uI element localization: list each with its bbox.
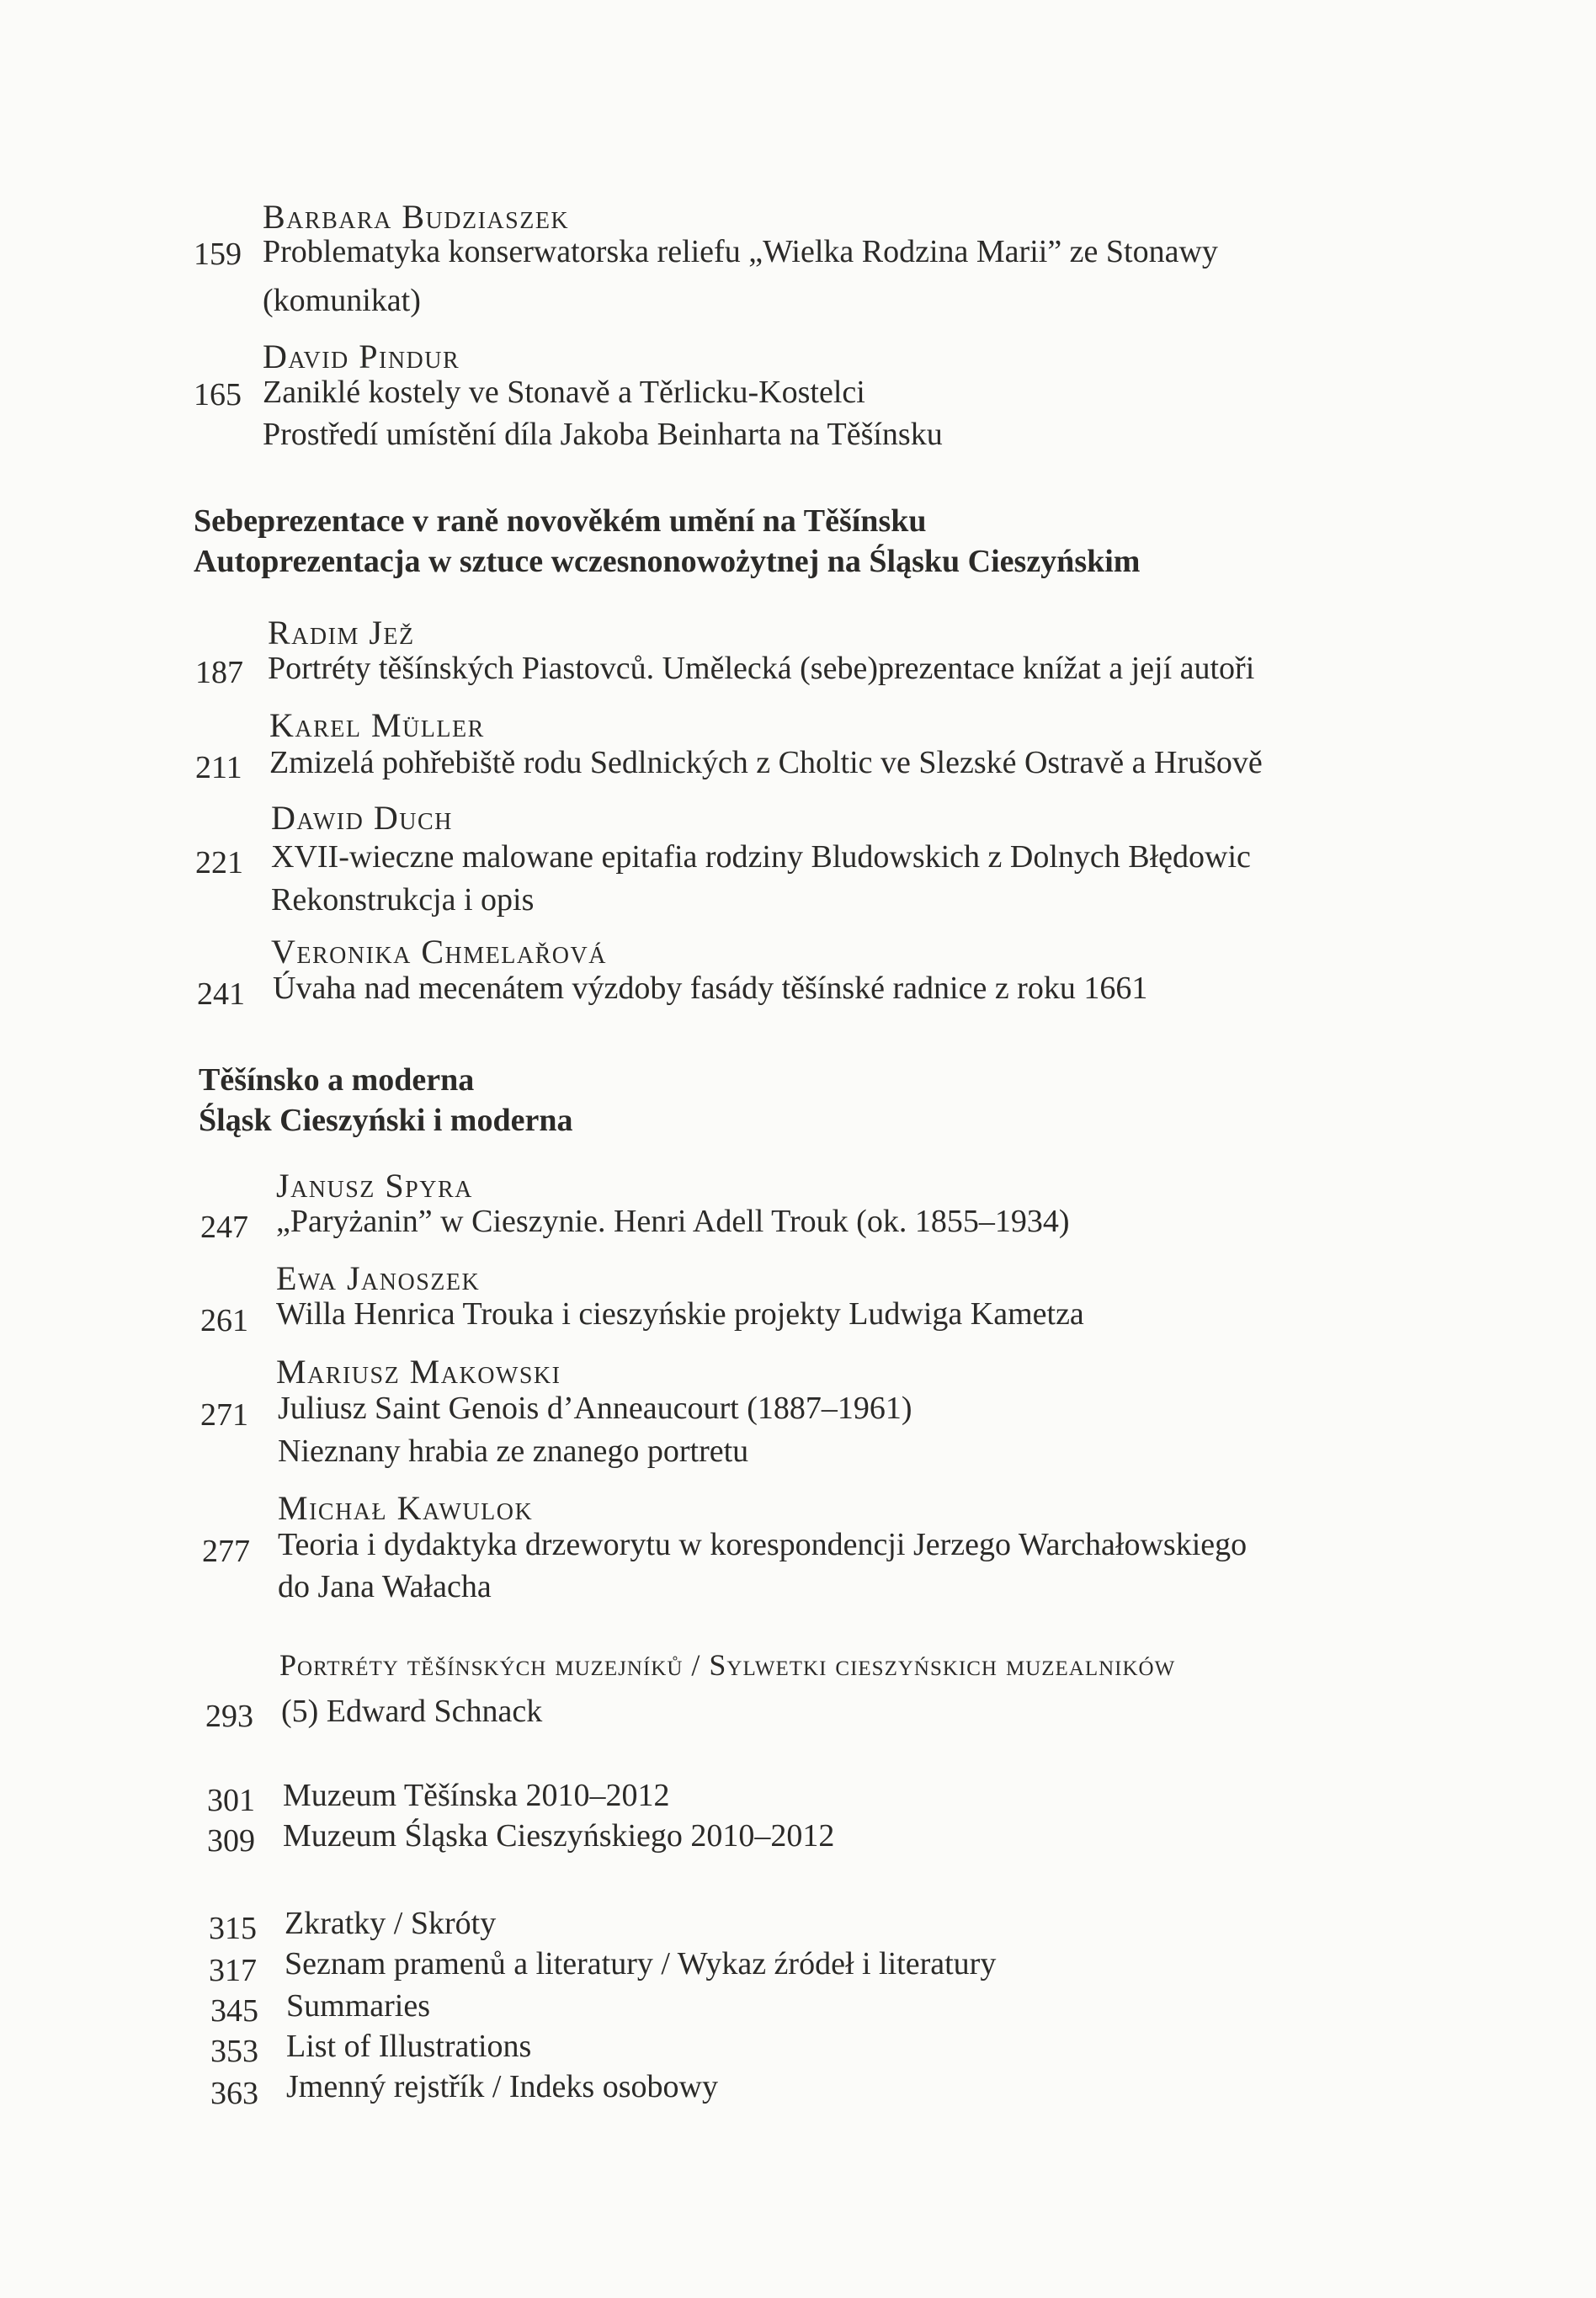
page-number: 159 [194,237,242,272]
section-heading: Sebeprezentace v raně novověkém umění na Těšínsku [194,503,927,539]
author-name: Michał Kawulok [278,1489,534,1527]
page-number: 315 [209,1911,257,1946]
page-number: 211 [195,750,242,785]
series-title: Portréty těšínských muzejníků / Sylwetki cieszyńskich muzealników [279,1648,1176,1682]
article-title-cont: Nieznany hrabia ze znanego portretu [278,1434,749,1469]
author-name: Ewa Janoszek [276,1259,481,1297]
article-title: Teoria i dydaktyka drzeworytu w korespondencji Jerzego Warchałowskiego [278,1527,1248,1562]
page-number: 293 [205,1699,253,1734]
article-title: Úvaha nad mecenátem výzdoby fasády těšínské radnice z roku 1661 [273,971,1148,1006]
page-number: 221 [195,845,243,880]
page-number: 247 [200,1210,248,1245]
article-title: Jmenný rejstřík / Indeks osobowy [286,2069,718,2104]
article-title: XVII-wieczne malowane epitafia rodziny Bludowskich z Dolnych Błędowic [271,839,1251,875]
page-number: 363 [210,2076,258,2111]
article-title-cont: Prostředí umístění díla Jakoba Beinharta na Těšínsku [263,417,943,452]
section-heading-alt: Śląsk Cieszyński i moderna [199,1103,573,1138]
author-name: Veronika Chmelařová [271,933,607,971]
page-number: 165 [194,377,242,412]
author-name: Radim Jež [268,614,415,652]
page-number: 309 [207,1823,255,1859]
page-number: 277 [202,1534,250,1569]
article-title: Juliusz Saint Genois d’Anneaucourt (1887–1961) [278,1391,912,1426]
article-title: Muzeum Śląska Cieszyńskiego 2010–2012 [283,1818,835,1854]
article-title-cont: (komunikat) [263,283,421,318]
page-number: 241 [197,976,245,1012]
article-title: Willa Henrica Trouka i cieszyńskie projekty Ludwiga Kametza [276,1296,1084,1332]
author-name: Janusz Spyra [276,1167,473,1205]
article-title: (5) Edward Schnack [281,1694,543,1729]
article-title: Zkratky / Skróty [285,1906,497,1941]
author-name: Mariusz Makowski [276,1353,561,1391]
page-number: 261 [200,1303,248,1338]
author-name: Karel Müller [269,706,485,744]
page-number: 317 [209,1953,257,1988]
article-title: List of Illustrations [286,2029,532,2064]
article-title-cont: do Jana Wałacha [278,1569,492,1604]
author-name: Barbara Budziaszek [263,198,570,236]
section-heading-alt: Autoprezentacja w sztuce wczesnonowożytnej na Śląsku Cieszyńskim [194,544,1141,579]
article-title-cont: Rekonstrukcja i opis [271,882,535,918]
author-name: David Pindur [263,338,460,375]
page-number: 271 [200,1397,248,1433]
article-title: Zmizelá pohřebiště rodu Sedlnických z Choltic ve Slezské Ostravě a Hrušově [269,745,1263,780]
article-title: Problematyka konserwatorska reliefu „Wielka Rodzina Marii” ze Stonawy [263,234,1218,269]
article-title: „Paryżanin” w Cieszynie. Henri Adell Trouk (ok. 1855–1934) [276,1204,1070,1239]
article-title: Portréty těšínských Piastovců. Umělecká (sebe)prezentace knížat a její autoři [268,651,1255,686]
article-title: Zaniklé kostely ve Stonavě a Těrlicku-Kostelci [263,375,865,410]
page-number: 301 [207,1783,255,1818]
page-number: 187 [195,655,243,690]
article-title: Muzeum Těšínska 2010–2012 [283,1778,670,1813]
article-title: Seznam pramenů a literatury / Wykaz źródeł i literatury [285,1946,997,1981]
section-heading: Těšínsko a moderna [199,1062,475,1098]
page-number: 345 [210,1993,258,2029]
author-name: Dawid Duch [271,799,453,837]
page-number: 353 [210,2034,258,2069]
article-title: Summaries [286,1988,430,2024]
